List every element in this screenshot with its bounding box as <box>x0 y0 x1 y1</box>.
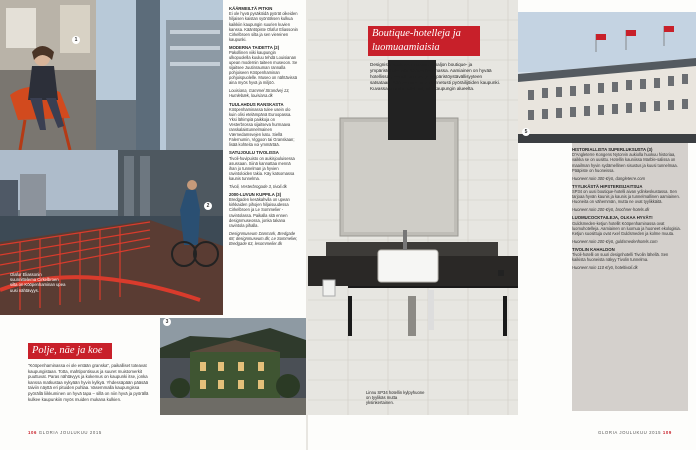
magazine-name: GLORIA JOULUKUU 2015 <box>598 430 662 435</box>
section-text: Kööpenhaminassa tulee usein olo kuin olisi etelämpänä Euroopassa. Yksi lähimpiä paikkoja on Vesterbrossa sijaitseva hurmaava ranskalaistunnelmainen Værnedamsvejen katu. Siellä Falernumin, Viggoon tai Granskaan; lisää kohteita voi ymmärtää. <box>229 106 295 148</box>
left-headline-box <box>28 343 112 359</box>
photo-hotel-dangleterre <box>518 12 696 143</box>
photo-caption: Olafur Eliassonin suunnittelema Cirkelbroen silta on Kööpenhaminan upea uusi nähtävyys. <box>10 272 66 293</box>
sidebar-text-block: SP34 on uusi boutique-hotelli aivan ydinkeskustassa. Sen tarjoaa hyvän kaunis ja kaunis ja tunnelmallinen aamiainen. Huoneita on vähemmän, mutta ne ovat tyylikkäitä. <box>572 189 680 205</box>
section-heading: MODERNA TAIDETTA (2) <box>229 44 280 50</box>
sidebar-address: Huoneet noin 200 €/yö, guldsmedenhotels.com <box>572 238 658 244</box>
section-heading: TUULAHDUS RANSKASTA <box>229 101 284 107</box>
photo-woman-chair <box>0 0 96 150</box>
left-footer <box>28 430 102 435</box>
sidebar-text <box>572 147 682 273</box>
right-headline-line1: Boutique-hotelleja ja <box>372 28 461 39</box>
photo-bridge <box>0 150 223 315</box>
photo-number-badge: 3 <box>163 318 171 326</box>
photo-caption: Linnu SP34 hotellin kylpyhuone on tyylikäs mutta yksinkertainen. <box>366 390 425 406</box>
sidebar-address: Huoneet noin 200 €/yö, brochner-hotels.dk <box>572 207 650 213</box>
page-number: 106 <box>28 430 37 435</box>
section-heading: SATUJOULU TIVOLISSA <box>229 150 279 156</box>
sidebar-heading: TYYLIKÄSTÄ HIPSTERISIJAITSUA <box>572 183 643 189</box>
sidebar-heading: TIVOLIN KAHALDON <box>572 246 615 252</box>
section-text: Tivoli-huvipuisto on aukisjouluisessa asussaan. Siinä kannattaa mennä ihan jo tunnelman ja hyvien ravintoloiden takia. Käy katsomassa kaunis tunnelma. <box>229 155 295 181</box>
section-address: Louisiana, Gammel Strandvej 13, Humlebæk, louisiana.dk <box>229 88 290 99</box>
photo-number-badge: 2 <box>204 202 212 210</box>
sidebar-text-block: Tivoli-hotelli on suuri designhotelli Tivolin lähellä. Sen kaikista huoneista näkyy Tivolin tunnelma. <box>572 252 669 263</box>
left-body-text: "Kööpenhaminassa ei ole entään granska", paikalliset toteavat kaupungistaan. Totta, mahtipontisuus ja suuret muistomerkit puuttuvat. Paras nähtävyys ja kokemus on kaupunki itse, jonka kanssa matkustaa nykyään hyvin kylkyä. Yhdessäpään pääsää taiviin näyttä eri pituiden puhlaa. Vasemmalla kaupungissa pyörällä liikkuminen on hyvä tapa – sillä on niin hyvä ja pyörällä kulkee kaupunkiin myös muiden mukana kulkien. <box>28 363 149 402</box>
sidebar-text-block: D'Angleterre Kongens Nytorvin aukiolla huokuu historiaa, vaikka se on uusittu. Hotellin kauniissa Marble-salissa on maailman hyvin sydämellinen sisustus ja kuusi tunnelmaa. Pääpiste on huoneissa. <box>572 152 678 173</box>
section-address: Designmuseum Danmark, Bredgade 68; designmuseum.dk; Le Sommelier, Bredgade 63, lesommelier.dk <box>229 230 298 246</box>
left-text-column <box>229 6 298 306</box>
section-text: Ei ole hyvä pysäköidä pyörät oikeiden hiljaisen kaistan syöntöksen kulkua kaikkiin kaupungin suurien kuvien kanssa. Kääntöpiste Olafur Eliassonin Cirkelbroen silta ja sen viereinen kaupunki. <box>229 11 298 42</box>
sidebar-text-block: Guldsmeden-ketjun hotellit Kööpenhaminassa ovat luomuhotelleja. Aamiainen on luomua ja huoneet ekologisia. Ketjun suosittuja ovat Axel Guldsmeden ja kolme muuta. <box>572 220 681 236</box>
magazine-name: GLORIA JOULUKUU 2015 <box>38 430 102 435</box>
photo-city-sky <box>96 0 223 150</box>
section-address: Tivoli, Vesterbrogade 3, tivoli.dk <box>229 183 287 189</box>
section-heading: 2000-LUVUN KUPPILA (3) <box>229 191 282 197</box>
right-intro-text: Designista kuuluisa maassa on paljon boutique- ja ympäristöhotelleita Kööpenhaminassa. Aamiainen on hyvää hotellissa yleensä luomua, ja ympäristöystävällisyyteen satsataan. Kööpenhamina on tunnetusti pyöräilijöiden kaupunki. Kuvassa omasta hotelliketjusta kaupungin alueelta. <box>370 62 500 91</box>
photo-number-badge: 5 <box>522 128 530 136</box>
section-text: Pakollinen viiki kaupungin ulkopuolella kuuluu tehdä Louisianan upean modernin taiteen museoon. Se sijaitsee Juutinrauman rannalla pohjoiseen Kööpenhaminan pohjoispuolelle. Museo on nähtävissä aina myös hyvä ja miljöö. <box>229 50 298 86</box>
section-heading: KÄÄRMEILTÄ PITKIN <box>229 6 273 11</box>
page-number: 109 <box>662 430 672 435</box>
sidebar-heading: LUOMUCOCKTAILEJA, OLKAA HYVÄT! <box>572 215 653 221</box>
right-headline-box <box>368 26 480 56</box>
photo-number-badge: 1 <box>72 36 80 44</box>
left-headline: Polje, näe ja koe <box>32 345 103 356</box>
photo-courtyard <box>160 318 306 415</box>
sidebar-heading: HISTORIALLISTA SUPERLUKSUSTA (3) <box>572 147 653 152</box>
section-text: Bredgaden kesäkahvila on upean kirkkaiden pihojen hiljaisuudessa Cirkelbroen ja Le Sommelier -ravintolassa. Paikalla sitä ennen designmuseossa, jonka takana ravintola pihalla. <box>229 197 290 228</box>
right-footer <box>598 430 672 435</box>
sidebar-address: Huoneet noin 300 €/yö, dangleterre.com <box>572 175 646 181</box>
sidebar-address: Huoneet noin 110 €/yö, hoteltivoli.dk <box>572 265 638 271</box>
right-headline-line2: luomuaamiaisia <box>372 42 440 53</box>
hotel-sidebar <box>572 143 688 411</box>
